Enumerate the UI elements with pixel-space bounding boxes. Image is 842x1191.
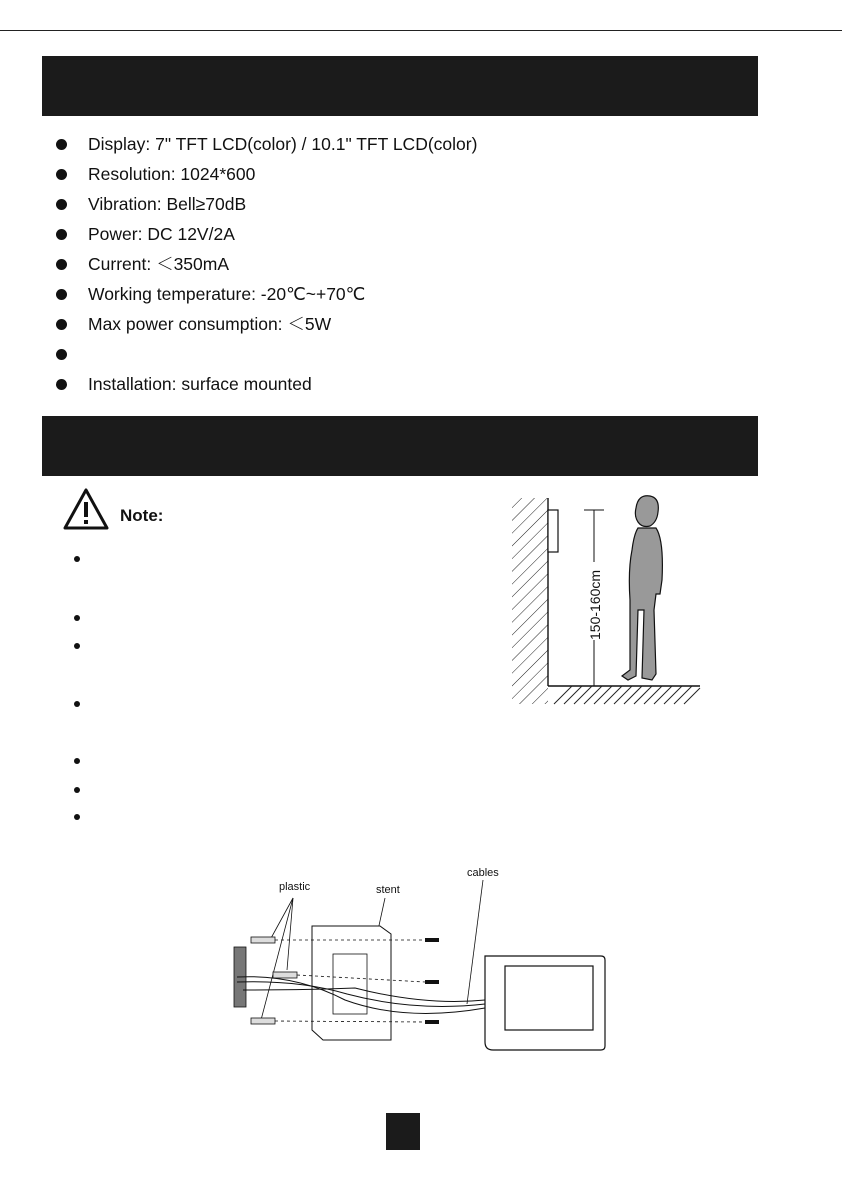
screws (425, 938, 439, 1024)
height-label: 150-160cm (587, 569, 603, 640)
note-heading (62, 487, 163, 531)
spec-item (54, 253, 477, 283)
person-icon (622, 496, 662, 680)
bullet-icon (56, 169, 67, 180)
monitor-side (548, 510, 558, 552)
plastic-label: plastic (279, 881, 311, 893)
spec-item (54, 283, 477, 313)
spec-text: Installation: surface mounted (88, 374, 312, 394)
spec-text: Power: DC 12V/2A (88, 224, 235, 244)
section-header-bar-2 (42, 416, 758, 476)
top-rule (0, 30, 842, 31)
spec-item (54, 193, 477, 223)
spec-text: Current: ＜350mA (88, 254, 230, 274)
bullet-icon (56, 289, 67, 300)
bullet-icon (56, 139, 67, 150)
spec-text: Vibration: Bell≥70dB (88, 194, 247, 214)
floor-hatch (554, 686, 700, 704)
bullet-icon (56, 379, 67, 390)
note-bullet (74, 758, 80, 764)
bullet-icon (56, 319, 67, 330)
spec-item (54, 343, 477, 373)
mounting-height-figure (504, 490, 704, 710)
note-bullet (74, 787, 80, 793)
cables-label: cables (467, 867, 499, 879)
monitor-screen (505, 966, 593, 1030)
bullet-icon (56, 229, 67, 240)
note-bullet (74, 814, 80, 820)
section-header-bar-1 (42, 56, 758, 116)
spec-text: Max power consumption: ＜5W (88, 314, 332, 334)
bullet-icon (56, 349, 67, 360)
spec-item (54, 223, 477, 253)
spec-item (54, 133, 477, 163)
warning-icon (62, 487, 110, 531)
spec-item (54, 373, 477, 403)
note-bullet (74, 643, 80, 649)
specification-list (54, 133, 477, 403)
note-label: Note: (120, 506, 164, 525)
note-bullet (74, 615, 80, 621)
spec-item (54, 163, 477, 193)
spec-text: Display: 7" TFT LCD(color) / 10.1" TFT LCD(color) (88, 134, 478, 154)
stent-label: stent (376, 884, 400, 896)
spec-text: Working temperature: -20℃~+70℃ (88, 284, 366, 304)
bullet-icon (56, 259, 67, 270)
bullet-icon (56, 199, 67, 210)
spec-text: Resolution: 1024*600 (88, 164, 256, 184)
wall-hatch (512, 498, 548, 704)
installation-diagram (215, 862, 615, 1072)
note-bullet (74, 701, 80, 707)
spec-item (54, 313, 477, 343)
note-bullet (74, 556, 80, 562)
page-number-box (386, 1113, 420, 1150)
